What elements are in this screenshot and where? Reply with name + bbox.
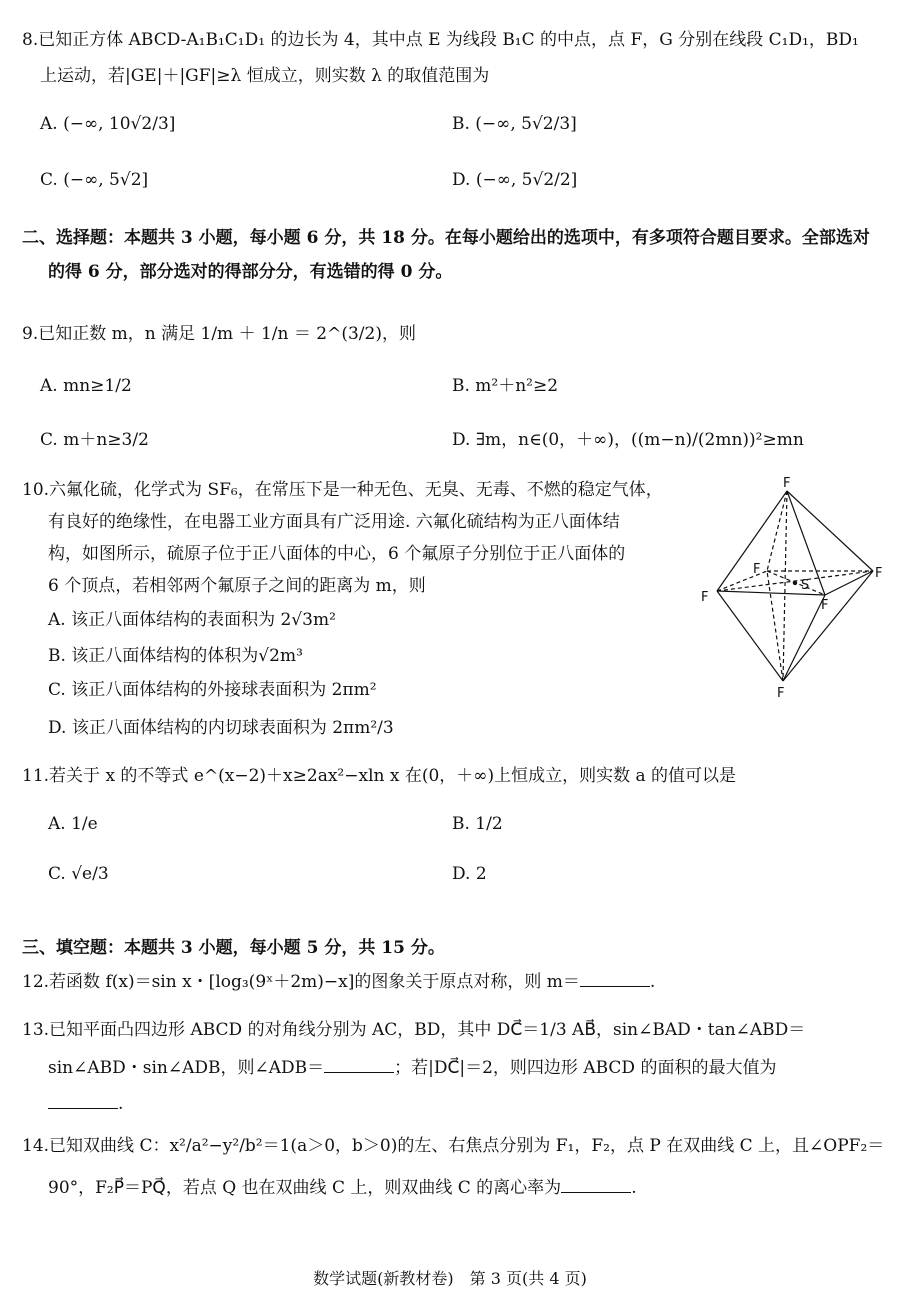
section3-heading: 三、填空题：本题共 3 小题，每小题 5 分，共 15 分。: [22, 938, 445, 958]
q10-stem-line4: 6 个顶点，若相邻两个氟原子之间的距离为 m，则: [48, 576, 426, 596]
q10-stem-line2: 有良好的绝缘性，在电器工业方面具有广泛用途. 六氟化硫结构为正八面体结: [48, 512, 620, 532]
q8-option-b: B. (−∞, 5√2/3]: [452, 114, 577, 134]
fluorine-label-back: F: [753, 562, 761, 577]
q9-stem: 9.已知正数 m，n 满足 1/m ＋ 1/n ＝ 2^(3/2)，则: [22, 324, 416, 344]
fluorine-label-bottom: F: [777, 686, 785, 700]
q11-option-c: C. √e/3: [48, 864, 109, 884]
q8-option-d: D. (−∞, 5√2/2]: [452, 170, 578, 190]
q14-stem-line1: 14.已知双曲线 C：x²/a²−y²/b²＝1(a＞0，b＞0)的左、右焦点分别为 F₁，F₂，点 P 在双曲线 C 上，且∠OPF₂＝: [22, 1136, 885, 1156]
q13-period: .: [118, 1094, 124, 1114]
section2-heading: 二、选择题：本题共 3 小题，每小题 6 分，共 18 分。在每小题给出的选项中，有多项符合题目要求。全部选对: [22, 228, 870, 248]
q14-stem-line2: [48, 1176, 637, 1200]
octahedron-figure: [695, 475, 895, 700]
q8-stem-line2: 上运动，若|GE|＋|GF|≥λ 恒成立，则实数 λ 的取值范围为: [40, 66, 490, 86]
q14-answer-blank[interactable]: [561, 1176, 631, 1193]
fluorine-label-right: F: [875, 566, 883, 581]
q12-text: 12.若函数 f(x)＝sin x・[log₃(9ˣ＋2m)−x]的图象关于原点对称，则 m＝: [22, 972, 580, 992]
q14-text: 90°，F₂P⃗＝PQ⃗，若点 Q 也在双曲线 C 上，则双曲线 C 的离心率为: [48, 1178, 562, 1198]
sulfur-label: S: [801, 578, 810, 593]
q13-answer-blank-1[interactable]: [324, 1056, 394, 1073]
q11-option-b: B. 1/2: [452, 814, 503, 834]
q12-stem: [22, 970, 655, 994]
q9-option-b: B. m²＋n²≥2: [452, 376, 559, 396]
section2-heading-cont: 的得 6 分，部分选对的得部分分，有选错的得 0 分。: [48, 262, 453, 282]
q11-stem: 11.若关于 x 的不等式 e^(x−2)＋x≥2ax²−xln x 在(0，＋∞)上恒成立，则实数 a 的值可以是: [22, 766, 737, 786]
q12-answer-blank[interactable]: [580, 970, 650, 987]
fluorine-label-front: F: [821, 598, 829, 613]
sulfur-center-dot: [793, 581, 797, 585]
q10-option-a: A. 该正八面体结构的表面积为 2√3m²: [48, 610, 336, 630]
q9-option-a: A. mn≥1/2: [40, 376, 132, 396]
q8-option-c: C. (−∞, 5√2]: [40, 170, 149, 190]
q10-stem-line3: 构，如图所示，硫原子位于正八面体的中心，6 个氟原子分别位于正八面体的: [48, 544, 626, 564]
q11-option-d: D. 2: [452, 864, 487, 884]
q10-option-d: D. 该正八面体结构的内切球表面积为 2πm²/3: [48, 718, 394, 738]
q12-period: .: [649, 972, 656, 992]
page-footer: 数学试题(新教材卷) 第 3 页(共 4 页): [313, 1269, 587, 1288]
q10-stem-line1: 10.六氟化硫，化学式为 SF₆，在常压下是一种无色、无臭、无毒、不燃的稳定气体，: [22, 480, 663, 500]
fluorine-label-top: F: [783, 476, 791, 491]
q10-option-c: C. 该正八面体结构的外接球表面积为 2πm²: [48, 680, 377, 700]
q13-text-a: sin∠ABD・sin∠ADB，则∠ADB＝: [48, 1058, 325, 1078]
q9-option-d: D. ∃m，n∈(0，＋∞)，((m−n)/(2mn))²≥mn: [452, 430, 804, 450]
q10-option-b: B. 该正八面体结构的体积为√2m³: [48, 646, 303, 666]
q11-option-a: A. 1/e: [48, 814, 98, 834]
q13-answer-blank-2[interactable]: [48, 1092, 118, 1109]
fluorine-label-left: F: [701, 590, 709, 605]
q9-option-c: C. m＋n≥3/2: [40, 430, 149, 450]
q13-text-b: ；若|DC⃗|＝2，则四边形 ABCD 的面积的最大值为: [394, 1058, 777, 1078]
q13-stem-line2: [48, 1056, 776, 1080]
q14-period: .: [631, 1178, 637, 1198]
q8-option-a: A. (−∞, 10√2/3]: [40, 114, 176, 134]
q8-stem-line1: 8.已知正方体 ABCD-A₁B₁C₁D₁ 的边长为 4，其中点 E 为线段 B₁C 的中点，点 F，G 分别在线段 C₁D₁，BD₁: [22, 30, 859, 50]
q13-stem-line1: 13.已知平面凸四边形 ABCD 的对角线分别为 AC，BD，其中 DC⃗＝1/3 AB⃗，sin∠BAD・tan∠ABD＝: [22, 1020, 806, 1040]
q13-stem-line3: [48, 1092, 123, 1116]
